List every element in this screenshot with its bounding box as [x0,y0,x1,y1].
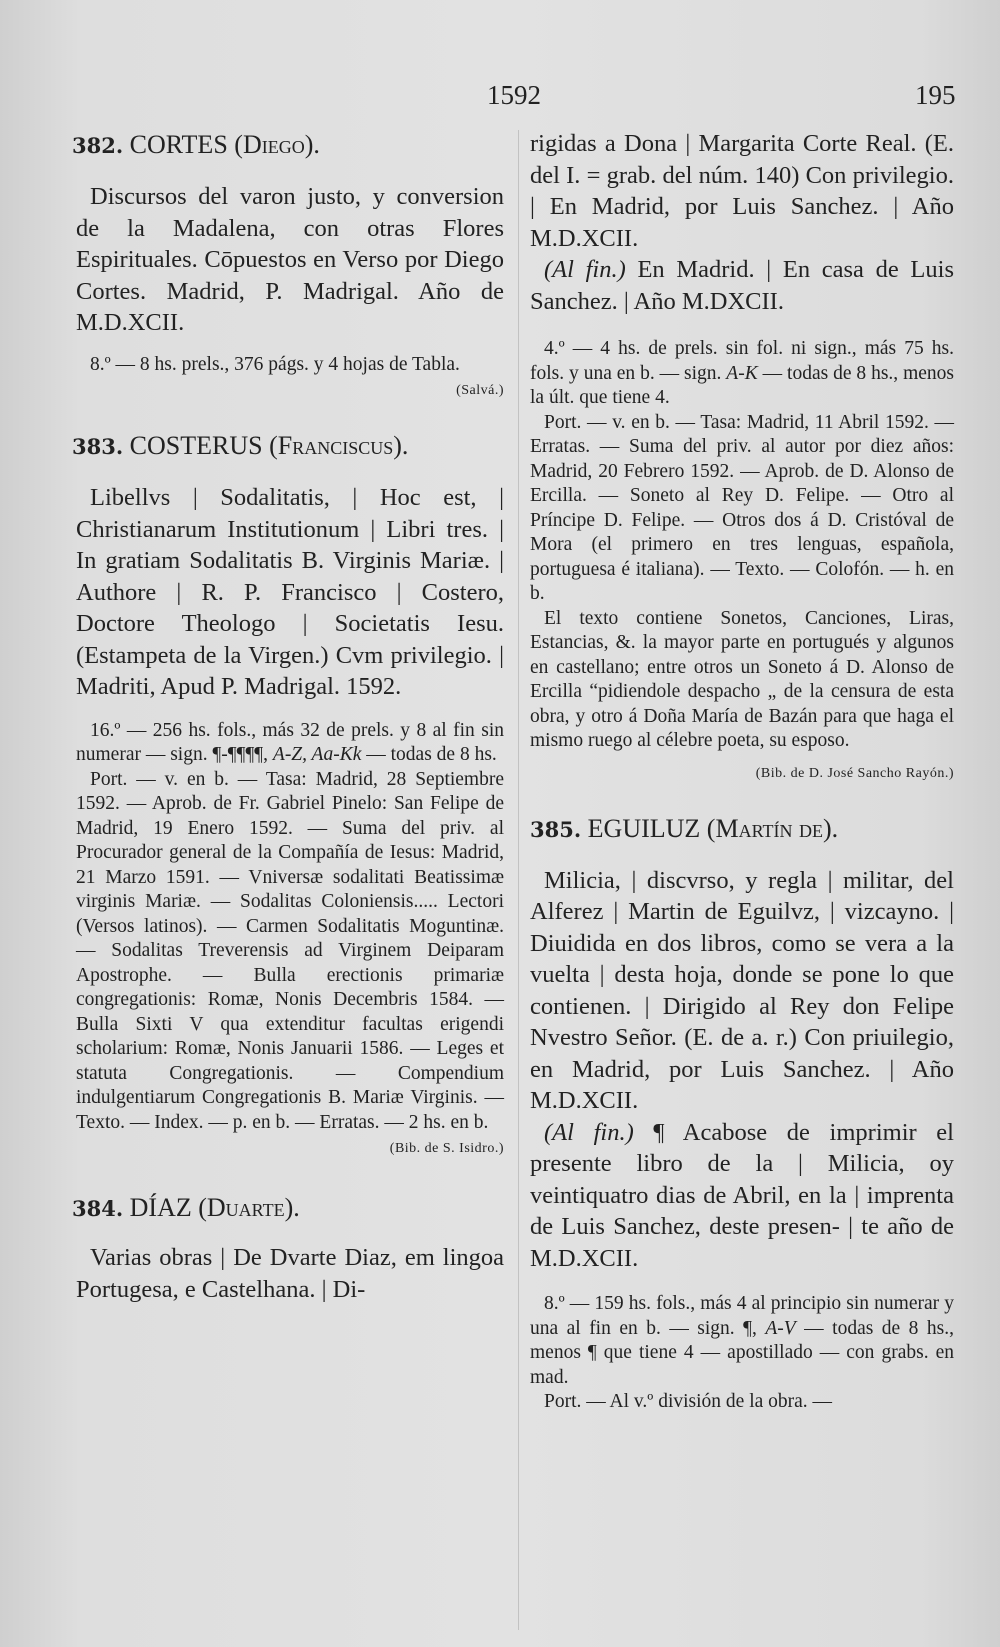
author-surname: CORTES [129,130,228,159]
entry-source: (Bib. de S. Isidro.) [389,1141,504,1156]
entry-colophon [530,254,954,317]
entry-number: 383. [72,434,124,459]
collation-end: — todas de 8 hs., menos ¶ que tiene 4 — apostillado — con grabs. en mad. [530,1317,954,1388]
collation-text: 4.º — 4 hs. de prels. sin fol. ni sign., más 75 hs. fols. y una en b. — sign. [530,338,954,384]
author-given-name: (Duarte). [198,1193,300,1222]
collation-end: — todas de 8 hs. [361,744,497,765]
entry-description: 8.º — 8 hs. prels., 376 págs. y 4 hojas de Tabla. [90,353,460,375]
author-given-name: (Franciscus). [269,431,409,460]
page-number: 195 [915,80,956,110]
entry-title: Libellvs | Sodalitatis, | Hoc est, | Christianarum Institutionum | Libri tres. | In gratiam Sodalitatis B. Virginis Mariæ. | Authore | R. P. Francisco | Costero, Doctore Theologo | Societatis Iesu. (Estampeta de la Virgen.) Cvm privilegio. | Madriti, Apud P. Madrigal. 1592. [76,484,504,700]
author-given-name: (Martín de). [706,813,839,843]
entry-383 [72,429,504,1157]
colophon-text: ¶ Acabose de imprimir el presente libro de la | Milicia, oy veintiquatro dias de Abril, en la | imprenta de Luis Sanchez, deste presen- | te año de M.D.XCII. [530,1118,954,1272]
entry-title-continued: rigidas a Dona | Margarita Corte Real. (E. del I. = grab. del núm. 140) Con privilegio. | En Madrid, por Luis Sanchez. | Año M.D.XCII. [530,130,954,252]
column-divider [518,130,519,1630]
entry-colophon [530,1117,954,1275]
colophon-label: (Al fin.) [544,256,626,283]
author-surname: COSTERUS [129,431,263,460]
entry-number: 382. [72,133,124,158]
entry-384-continued [530,128,954,782]
entry-number: 385. [530,816,582,842]
left-column [72,128,504,1305]
entry-collation [530,1292,954,1390]
entry-382 [72,128,504,399]
running-head-year: 1592 [487,80,541,110]
author-given-name: (Diego). [234,130,320,159]
entry-title: Varias obras | De Dvarte Diaz, em lingoa Portugesa, e Castelhana. | Di- [76,1244,504,1303]
signature-range: A-K [726,362,758,384]
entry-collation [76,719,504,768]
entry-source: (Salvá.) [456,383,504,398]
entry-note: El texto contiene Sonetos, Canciones, Liras, Estancias, &. la mayor parte en portugués y algunos en castellano; entre otros un Soneto á D. Alonso de Ercilla “pidiendole despacho „ de la censura de esta obra, y otro á Doña María de Bazán para que haga el mismo ruego al célebre poeta, su esposo. [530,607,954,751]
entry-collation [530,337,954,411]
right-column [530,128,954,1415]
author-surname: DÍAZ [129,1193,192,1222]
entry-title: Milicia, | discvrso, y regla | militar, del Alferez | Martin de Eguilvz, | vizcayno. | Diuidida en dos libros, como se vera a la vuelta | desta hoja, donde se pone lo que contienen. | Dirigido al Rey don Felipe Nvestro Señor. (E. de a. r.) Con priuilegio, en Madrid, por Luis Sanchez. | Año M.D.XCII. [530,866,954,1114]
entry-heading [72,429,504,464]
entry-title: Discursos del varon justo, y conversion de la Madalena, con otras Flores Espirituales. Cōpuestos en Verso por Diego Cortes. Madrid, P. Madrigal. Año de M.D.XCII. [76,183,504,336]
entry-source: (Bib. de D. José Sancho Rayón.) [755,765,954,781]
entry-contents: Port. — v. en b. — Tasa: Madrid, 28 Septiembre 1592. — Aprob. de Fr. Gabriel Pinelo: San Felipe de Madrid, 19 Enero 1592. — Suma del priv. al Procurador general de la Compañía de Iesus: Madrid, 21 Marzo 1591. — Vniversæ sodalitati Beatissimæ virginis Mariæ. — Sodalitas Coloniensis..... Lectori (Versos latinos). — Carmen Sodalitatis Moguntinæ. — Sodalitas Treverensis ad Virginem Deiparam Apostrophe. — Bulla erectionis primariæ congregationis: Romæ, Nonis Decembris 1584. — Bulla Sixti V qua extenditur facultas erigendi scholarium: Romæ, Nonis Januarii 1586. — Leges et statuta Congregationis. — Compendium indulgentiarum Congregationis B. Mariæ Virginis. — Texto. — Index. — p. en b. — Erratas. — 2 hs. en b. [76,768,504,1133]
entry-contents: Port. — Al v.º división de la obra. — [544,1391,833,1412]
author-surname: EGUILUZ [587,813,701,843]
signature-range: A-Z, Aa-Kk [272,744,362,765]
collation-text: 16.º — 256 hs. fols., más 32 de prels. y 8 al fin sin numerar — sign. ¶-¶¶¶¶, [76,719,504,765]
entry-heading [72,1191,504,1226]
colophon-text: En Madrid. | En casa de Luis Sanchez. | Año M.DXCII. [530,256,954,315]
entry-heading [530,812,954,847]
entry-385 [530,812,954,1415]
colophon-label: (Al fin.) [544,1118,634,1146]
entry-number: 384. [72,1196,124,1221]
entry-contents: Port. — v. en b. — Tasa: Madrid, 11 Abril 1592. — Erratas. — Suma del priv. al autor por diez años: Madrid, 20 Febrero 1592. — Aprob. de D. Alonso de Ercilla. — Soneto al Rey D. Felipe. — Otro al Príncipe D. Felipe. — Otros dos á D. Cristóval de Mora (el primero en tres lenguas, española, portuguesa é italiana). — Texto. — Colofón. — h. en b. [530,411,954,604]
signature-range: A-V [765,1317,796,1339]
collation-end: — todas de 8 hs., menos la últ. que tiene 4. [530,362,954,408]
entry-heading [72,128,504,163]
collation-text: 8.º — 159 hs. fols., más 4 al principio sin numerar y una al fin en b. — sign. ¶, [530,1293,954,1339]
entry-384 [72,1191,504,1305]
